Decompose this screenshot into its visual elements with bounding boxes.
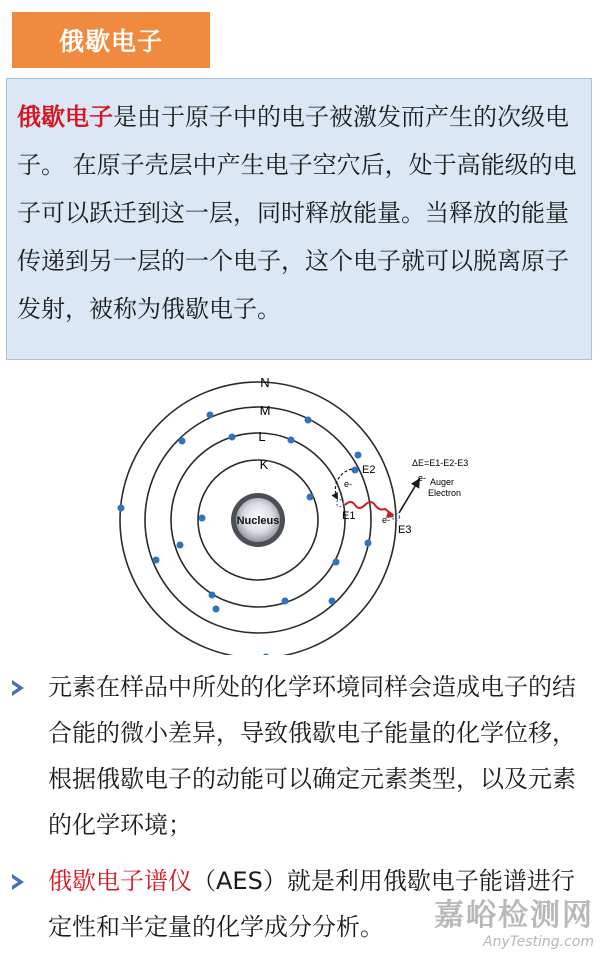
electron [307, 494, 314, 501]
electron [355, 452, 362, 459]
definition-box [6, 78, 592, 360]
shell-label-l: L [258, 429, 266, 444]
auger-emission-arrow [399, 478, 420, 513]
auger-label: Electron [428, 488, 462, 498]
bullet-highlight: 俄歇电子谱仪 [48, 867, 192, 895]
electron-e2 [352, 467, 359, 474]
electron [153, 557, 160, 564]
definition-text: 是由于原子中的电子被激发而产生的次级电子。 在原子壳层中产生电子空穴后，处于高能级的电子可以跃迁到这一层，同时释放能量。当释放的能量传递到另一层的一个电子，这个电子就可以脱离原子发射，被称为俄歇电子。 [17, 103, 577, 323]
electron [305, 417, 312, 424]
energy-label-e1: E1 [342, 510, 356, 522]
electron [213, 606, 220, 613]
electron [329, 598, 336, 605]
electron [229, 434, 236, 441]
watermark-en: AnyTesting.com [483, 934, 594, 950]
electron [333, 559, 340, 566]
energy-label-e2: E2 [362, 464, 376, 476]
bullet-arrow-icon [12, 680, 24, 696]
energy-label-e3: E3 [398, 524, 412, 536]
bullet-text: （AES）就是利用俄歇电子能谱进行定性和半定量的化学成分分析。 [48, 867, 575, 941]
electron [282, 598, 289, 605]
auger-label: Auger [430, 477, 455, 487]
shell-label-m: M [259, 403, 271, 418]
bullet-arrow-icon [12, 874, 24, 890]
bullet-item [10, 664, 590, 848]
electron [207, 412, 214, 419]
bullet-item [10, 858, 590, 950]
electron [118, 505, 125, 512]
shell-label-k: K [259, 457, 269, 472]
electron [209, 592, 216, 599]
electron-symbol: e- [382, 515, 391, 525]
section-title: 俄歇电子 [12, 12, 210, 68]
nucleus-label: Nucleus [236, 515, 280, 527]
definition-term: 俄歇电子 [17, 103, 113, 131]
electron [288, 437, 295, 444]
electron [263, 654, 270, 656]
electron [177, 542, 184, 549]
bullet-list [10, 664, 590, 960]
watermark-cn: 嘉峪检测网 [434, 898, 594, 933]
electron [199, 515, 206, 522]
electron-symbol: e- [418, 473, 427, 483]
electron-symbol: e- [344, 479, 353, 489]
bullet-text: 元素在样品中所处的化学环境同样会造成电子的结合能的微小差异，导致俄歇电子能量的化学位移，根据俄歇电子的动能可以确定元素类型，以及元素的化学环境； [48, 673, 576, 839]
shell-label-n: N [260, 375, 270, 390]
electron [365, 540, 372, 547]
energy-equation: ΔE=E1-E2-E3 [412, 458, 469, 468]
auger-diagram [100, 365, 500, 655]
electron [179, 438, 186, 445]
